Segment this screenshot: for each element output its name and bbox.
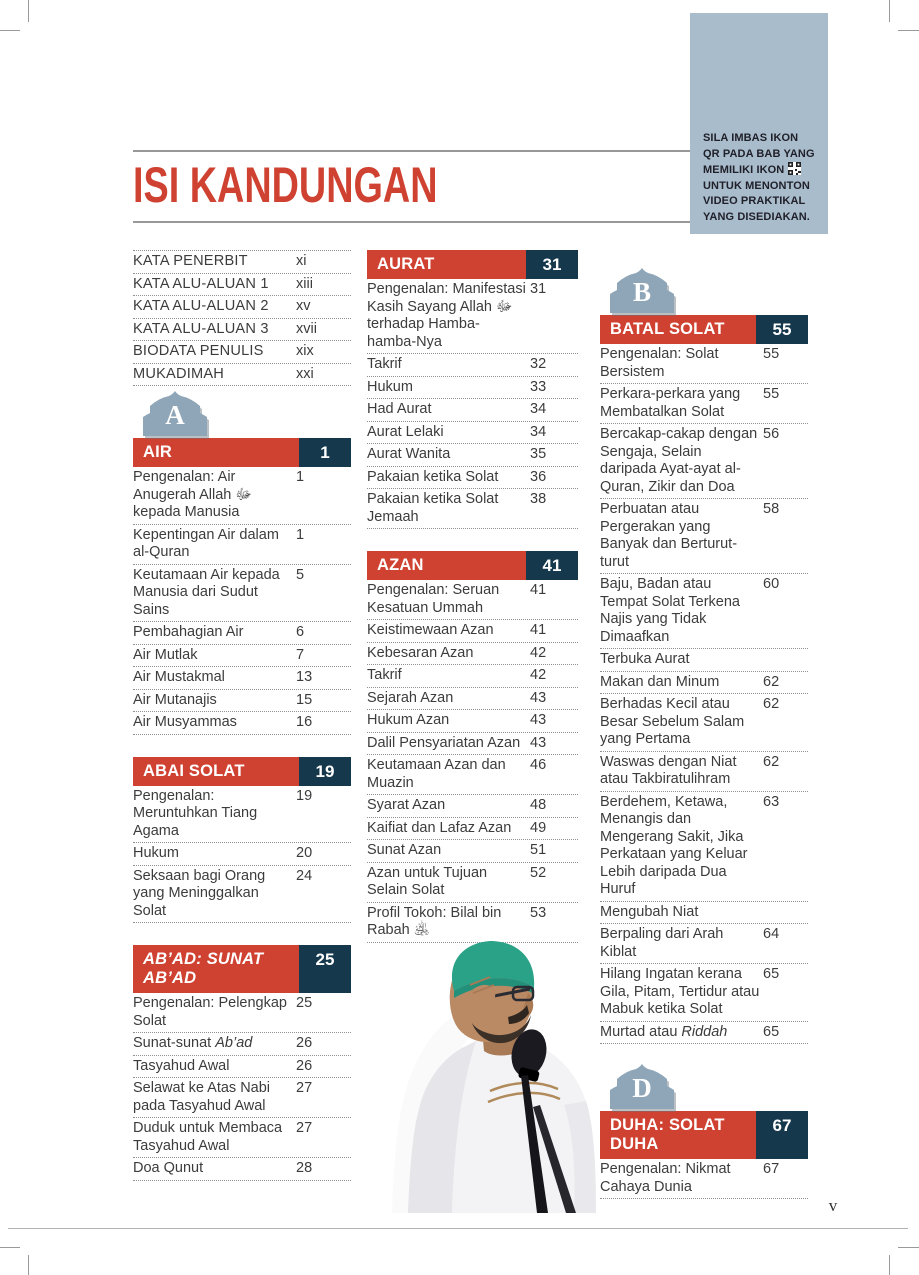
item-label: KATA ALU-ALUAN 3 [133,320,269,337]
toc-column-2 [367,250,578,943]
item-label: Pengenalan: Seruan Kesatuan Ummah [367,582,500,616]
section-start-page: 25 [299,945,351,993]
toc-item [367,733,578,756]
item-page: 43 [530,689,547,706]
toc-item [133,622,351,645]
item-page: 13 [296,669,313,685]
toc-item [133,667,351,690]
muezzin-photo [378,933,608,1213]
item-label: Pengenalan: Air Anugerah Allah ﷻ kepada Manusia [133,469,252,520]
toc-item [133,690,351,713]
front-matter-list [133,250,351,386]
item-page: xix [296,343,314,359]
item-page: xvii [296,320,317,337]
item-page: 5 [296,566,305,583]
item-page: 65 [763,966,780,982]
item-page: 27 [296,1120,313,1136]
item-page: 42 [530,644,547,661]
item-page: 36 [530,468,547,485]
item-label-wrap [133,1035,293,1053]
item-label: Hukum [133,845,179,861]
item-page: 6 [296,624,305,640]
item-page: xxi [296,365,314,382]
chapter-badge-letter: B [632,277,651,307]
toc-item [367,688,578,711]
item-label: Hilang Ingatan kerana Gila, Pitam, Tertidur atau Mabuk ketika Solat [600,966,760,1017]
toc-item [600,344,808,384]
front-matter-item [133,319,351,342]
section-item-list [600,1159,808,1199]
item-label: Tasyahud Awal [133,1057,230,1074]
crop-mark [889,0,890,22]
folio-page-number: v [828,1196,838,1215]
section-header-batal-solat [600,315,808,344]
toc-item [133,786,351,844]
front-matter-item [133,341,351,364]
item-page: xi [296,253,307,269]
section-start-page: 31 [526,250,578,279]
item-page: 43 [530,712,547,728]
toc-item [133,1118,351,1158]
item-label: Profil Tokoh: Bilal bin Rabah ﵁ [367,904,502,938]
toc-item [600,384,808,424]
item-label: Sunat Azan [367,842,442,858]
chapter-badge-b [610,268,674,313]
toc-item [600,1159,808,1199]
chapter-badge-d [610,1064,674,1109]
section-title: AB’AD: SUNAT AB’AD [133,945,299,993]
item-label: Berpaling dari Arah Kiblat [600,926,724,960]
section-item-list [133,467,351,735]
section-header-air [133,438,351,467]
item-label: Air Mustakmal [133,669,225,685]
item-page: 34 [530,401,547,417]
toc-item [600,964,808,1022]
item-label: BIODATA PENULIS [133,343,264,359]
item-page: 56 [763,426,780,442]
section-header-azan [367,551,578,580]
section-item-list [133,786,351,924]
front-matter-item [133,274,351,297]
crop-mark [898,1247,919,1248]
item-label: Pengenalan: Solat Bersistem [600,346,719,380]
toc-column-1 [133,250,351,1181]
item-page: 31 [530,281,547,297]
item-page: 27 [296,1080,313,1096]
item-page: 19 [296,787,313,804]
footer-rule [8,1228,908,1229]
item-page: 62 [763,753,780,770]
toc-item [367,665,578,688]
item-label: MUKADIMAH [133,365,224,382]
section-header-abai-solat [133,757,351,786]
item-label: KATA ALU-ALUAN 2 [133,298,269,314]
item-label: Mengubah Niat [600,903,699,920]
toc-item [133,1056,351,1079]
item-label: Murtad atau [600,1023,682,1040]
crop-mark [28,0,29,22]
item-label: Kepentingan Air dalam al-Quran [133,526,279,560]
item-page: 65 [763,1023,780,1040]
section-header-aurat [367,250,578,279]
toc-item [367,863,578,903]
section-item-list [367,279,578,529]
front-matter-item [133,364,351,387]
item-label: Pengenalan: Pelengkap Solat [133,995,287,1029]
section-title: BATAL SOLAT [600,315,756,344]
item-label: Baju, Badan atau Tempat Solat Terkena Najis yang Tidak Dimaafkan [600,576,740,645]
toc-item [367,467,578,490]
section-start-page: 67 [756,1111,808,1159]
item-label: Berdehem, Ketawa, Menangis dan Mengerang Sakit, Jika Perkataan yang Keluar Lebih daripada Dua Huruf [600,793,748,897]
item-page: 62 [763,673,780,690]
toc-item [600,1022,808,1045]
toc-item [367,840,578,863]
item-page: 58 [763,501,780,517]
section-title: AURAT [367,250,526,279]
section-title: AZAN [367,551,526,580]
item-label-wrap [600,1024,760,1042]
item-page: 1 [296,526,305,543]
toc-item [133,993,351,1033]
item-page: 41 [530,622,547,638]
item-page: 15 [296,691,313,708]
item-page: 55 [763,386,780,402]
toc-item [367,620,578,643]
toc-item [133,467,351,525]
item-label: Takrif [367,667,402,683]
front-matter-item [133,251,351,274]
toc-item [600,499,808,574]
item-page: 42 [530,667,547,683]
item-page: 28 [296,1160,313,1176]
item-label: Sejarah Azan [367,689,454,706]
item-label: Had Aurat [367,401,432,417]
item-label: Air Mutanajis [133,691,217,708]
item-page: 41 [530,582,547,598]
toc-item [367,643,578,666]
item-label-italic: Riddah [681,1023,728,1040]
section-item-list [367,580,578,943]
item-label: Pembahagian Air [133,624,244,640]
title-rule-top [133,150,690,152]
item-page: 16 [296,714,313,730]
front-matter-item [133,296,351,319]
item-label: Kebesaran Azan [367,644,474,661]
item-page: 43 [530,734,547,751]
toc-item [600,672,808,695]
item-page: 35 [530,446,547,462]
toc-item [600,792,808,902]
chapter-badge-a [143,391,207,436]
section-start-page: 41 [526,551,578,580]
toc-item [367,818,578,841]
item-page: 53 [530,904,547,921]
toc-item [600,424,808,499]
toc-item [133,525,351,565]
toc-item [133,645,351,668]
section-start-page: 19 [299,757,351,786]
item-label: Waswas dengan Niat atau Takbiratulihram [600,753,737,787]
item-label: Pengenalan: Manifestasi Kasih Sayang Allah ﷻ terhadap Hamba-hamba-Nya [367,281,526,350]
qr-note-text-1: SILA IMBAS IKON QR PADA BAB YANG MEMILIKI IKON [703,132,815,176]
item-page: xv [296,298,311,314]
crop-mark [0,30,20,31]
crop-mark [898,30,919,31]
item-label: Makan dan Minum [600,673,720,690]
item-label: Pakaian ketika Solat Jemaah [367,491,499,525]
toc-item [367,710,578,733]
item-page: 38 [530,491,547,507]
item-label: Syarat Azan [367,797,446,813]
toc-item [367,580,578,620]
item-label: Keutamaan Azan dan Muazin [367,757,506,791]
toc-item [367,422,578,445]
section-start-page: 1 [299,438,351,467]
section-item-list [133,993,351,1181]
toc-item [133,866,351,924]
item-label: Dalil Pensyariatan Azan [367,734,521,751]
qr-note-box [690,13,828,234]
section-header-duha-solat-duha [600,1111,808,1159]
item-label: Pakaian ketika Solat [367,468,499,485]
item-page: 32 [530,356,547,372]
toc-item [600,574,808,649]
toc-item [133,565,351,623]
item-page: 49 [530,819,547,836]
toc-item [600,649,808,672]
section-start-page: 55 [756,315,808,344]
qr-icon [788,162,801,175]
page-title: ISI KANDUNGAN [133,156,438,214]
toc-item [133,712,351,735]
item-label: Berhadas Kecil atau Besar Sebelum Salam yang Pertama [600,696,745,747]
item-label: Perbuatan atau Pergerakan yang Banyak dan Berturut-turut [600,501,738,570]
toc-item [600,924,808,964]
section-header-ab-ad-sunat-ab-ad [133,945,351,993]
chapter-badge-letter: D [632,1073,652,1103]
item-page: 67 [763,1161,780,1177]
item-label-italic: Ab’ad [215,1035,253,1051]
item-label: Terbuka Aurat [600,651,690,667]
item-label: Takrif [367,356,402,372]
item-label: Aurat Wanita [367,446,451,462]
section-title: AIR [133,438,299,467]
item-label: Seksaan bagi Orang yang Meninggalkan Solat [133,867,266,919]
toc-item [367,795,578,818]
item-label: Keistimewaan Azan [367,622,494,638]
item-page: 1 [296,469,305,485]
toc-item [367,444,578,467]
toc-item [600,694,808,752]
item-label: Bercakap-cakap dengan Sengaja, Selain daripada Ayat-ayat al-Quran, Zikir dan Doa [600,426,758,495]
toc-item [367,279,578,354]
item-page: 25 [296,995,313,1011]
item-page: 52 [530,864,547,881]
item-page: 24 [296,867,313,884]
item-page: 55 [763,346,780,362]
toc-item [367,399,578,422]
item-label: Air Musyammas [133,714,237,730]
item-label: Doa Qunut [133,1160,204,1176]
toc-item [133,1158,351,1181]
toc-item [367,377,578,400]
title-rule-bottom [133,221,690,223]
toc-item [133,1078,351,1118]
item-label: Pengenalan: Nikmat Cahaya Dunia [600,1161,731,1195]
toc-item [133,843,351,866]
crop-mark [28,1255,29,1275]
item-page: 64 [763,926,780,942]
item-label: KATA ALU-ALUAN 1 [133,275,269,292]
item-page: 33 [530,378,547,395]
item-page: xiii [296,275,313,292]
toc-item [600,902,808,925]
item-label: Perkara-perkara yang Membatalkan Solat [600,386,741,420]
item-page: 48 [530,797,547,813]
toc-item [367,489,578,529]
item-label: Hukum Azan [367,712,450,728]
section-title: ABAI SOLAT [133,757,299,786]
chapter-badge-letter: A [165,400,185,430]
item-page: 60 [763,576,780,592]
item-page: 63 [763,793,780,810]
toc-item [600,752,808,792]
toc-item [367,354,578,377]
item-page: 34 [530,423,547,440]
item-page: 26 [296,1035,313,1051]
crop-mark [889,1255,890,1275]
item-label: KATA PENERBIT [133,253,248,269]
item-label: Aurat Lelaki [367,423,444,440]
item-label: Kaifiat dan Lafaz Azan [367,819,512,836]
item-label: Azan untuk Tujuan Selain Solat [367,864,488,898]
toc-column-3 [600,268,808,1199]
item-label: Selawat ke Atas Nabi pada Tasyahud Awal [133,1080,271,1114]
item-page: 62 [763,696,780,712]
item-page: 46 [530,757,547,773]
item-label: Keutamaan Air kepada Manusia dari Sudut Sains [133,566,280,618]
item-label: Pengenalan: Meruntuhkan Tiang Agama [133,787,258,839]
toc-item [133,1033,351,1056]
item-label: Duduk untuk Membaca Tasyahud Awal [133,1120,283,1154]
item-label: Sunat-sunat [133,1035,216,1051]
item-page: 20 [296,845,313,861]
item-page: 51 [530,842,547,858]
qr-note-text-2: UNTUK MENONTON VIDEO PRAKTIKAL YANG DISEDIAKAN. [703,179,810,223]
item-page: 26 [296,1057,313,1074]
section-item-list [600,344,808,1044]
item-label: Hukum [367,378,413,395]
section-title: DUHA: SOLAT DUHA [600,1111,756,1159]
item-page: 7 [296,646,305,663]
item-label: Air Mutlak [133,646,198,663]
toc-item [367,755,578,795]
crop-mark [0,1247,20,1248]
